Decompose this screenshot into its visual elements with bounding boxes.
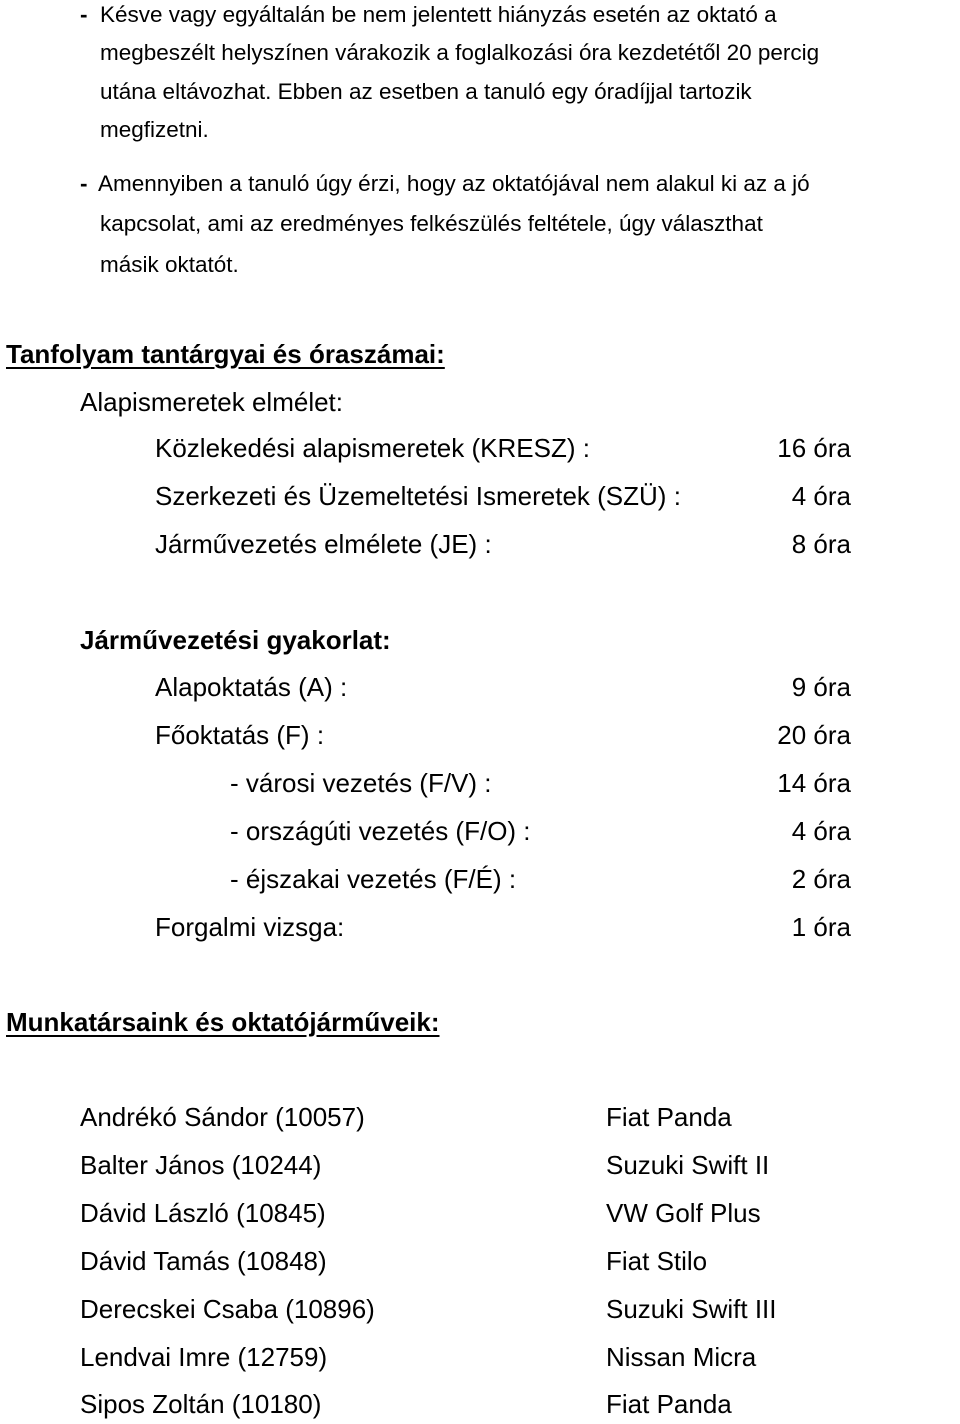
theory-row-2-label: Szerkezeti és Üzemeltetési Ismeretek (SZÜ) : <box>155 481 681 511</box>
theory-row-1-value: 16 óra <box>777 433 851 463</box>
theory-row-3-value: 8 óra <box>791 529 851 559</box>
staff-heading: Munkatársaink és oktatójárműveik: <box>6 1007 440 1037</box>
staff-row-1-car: Fiat Panda <box>606 1102 732 1132</box>
bullet-1-dash: - <box>80 2 88 27</box>
practice-row-4-value: 4 óra <box>791 816 851 846</box>
practice-row-6-label: Forgalmi vizsga: <box>155 912 345 942</box>
practice-row-4-label: - országúti vezetés (F/O) : <box>230 816 531 846</box>
theory-row-3-label: Járművezetés elmélete (JE) : <box>155 529 492 559</box>
practice-row-3-label: - városi vezetés (F/V) : <box>230 768 492 798</box>
practice-row-2-label: Főoktatás (F) : <box>155 720 325 750</box>
staff-row-4-car: Fiat Stilo <box>606 1246 708 1276</box>
bullet-2-line-1: Amennyiben a tanuló úgy érzi, hogy az oktatójával nem alakul ki az a jó <box>98 171 810 196</box>
staff-row-1-name: Andrékó Sándor (10057) <box>80 1102 365 1132</box>
theory-title: Alapismeretek elmélet: <box>80 387 343 417</box>
practice-row-5-value: 2 óra <box>791 864 851 894</box>
bullet-1-line-2: megbeszélt helyszínen várakozik a foglalkozási óra kezdetétől 20 percig <box>100 40 820 65</box>
staff-row-2-car: Suzuki Swift II <box>606 1150 770 1180</box>
bullet-1-line-4: megfizetni. <box>100 117 209 142</box>
theory-row-1-label: Közlekedési alapismeretek (KRESZ) : <box>155 433 590 463</box>
practice-row-6-value: 1 óra <box>791 912 851 942</box>
staff-row-7-car: Fiat Panda <box>606 1389 732 1419</box>
staff-row-6-name: Lendvai Imre (12759) <box>80 1342 328 1372</box>
staff-row-5-car: Suzuki Swift III <box>606 1294 777 1324</box>
practice-title: Járművezetési gyakorlat: <box>80 625 391 655</box>
staff-row-2-name: Balter János (10244) <box>80 1150 322 1180</box>
staff-row-3-name: Dávid László (10845) <box>80 1198 326 1228</box>
staff-row-5-name: Derecskei Csaba (10896) <box>80 1294 375 1324</box>
practice-row-5-label: - éjszakai vezetés (F/É) : <box>230 864 517 894</box>
practice-row-1-label: Alapoktatás (A) : <box>155 672 348 702</box>
bullet-1-line-3: utána eltávozhat. Ebben az esetben a tanuló egy óradíjjal tartozik <box>100 79 752 104</box>
practice-row-1-value: 9 óra <box>791 672 851 702</box>
bullet-2-dash: - <box>80 171 88 196</box>
practice-row-2-value: 20 óra <box>777 720 851 750</box>
bullet-1-line-1: Késve vagy egyáltalán be nem jelentett hiányzás esetén az oktató a <box>100 2 777 27</box>
staff-row-7-name: Sipos Zoltán (10180) <box>80 1389 322 1419</box>
course-heading: Tanfolyam tantárgyai és óraszámai: <box>6 339 445 369</box>
theory-row-2-value: 4 óra <box>791 481 851 511</box>
practice-row-3-value: 14 óra <box>777 768 851 798</box>
bullet-2-line-3: másik oktatót. <box>100 252 239 277</box>
staff-row-6-car: Nissan Micra <box>606 1342 757 1372</box>
bullet-2-line-2: kapcsolat, ami az eredményes felkészülés feltétele, úgy választhat <box>100 211 763 236</box>
staff-row-3-car: VW Golf Plus <box>606 1198 761 1228</box>
staff-row-4-name: Dávid Tamás (10848) <box>80 1246 327 1276</box>
